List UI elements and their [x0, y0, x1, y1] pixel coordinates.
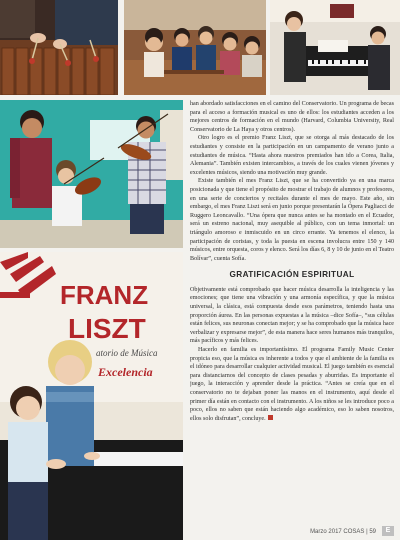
article-paragraph-last	[190, 346, 394, 423]
article-paragraph-text: Hacerlo en familia es importantísimo. El programa Family Music Center propicia eso, que la música es inherente a todos y que el ambiente de la familia es el idóneo para desarrollar cualquier actividad musical. El juego también es esencial para distanciarnos del concepto de clases pesadas y aburridas. Es importante el juego, la interacción y aprender desde la práctica. “Antes se creía que en el conservatorio no te dejaban poner las manos en el instrumento, aquí desde el primer día están en contacto con el instrumento. A los niños se les introduce poco a poco, ellos no saben que están haciendo algo académico, eso lo saben nosotros, ellos solo disfrutan”, concluye.	[190, 347, 394, 422]
article-paragraph: Objetivamente está comprobado que hacer música desarrolla la inteligencia y las emociones; que tiene una vibración y una armonía específica, y que la música universal, la clásica, está compuesta desde esos parámetros, teniendo hasta una proporción áurea. En las personas expuestas a la música –dice Sofía–, “sus células están felices, sus neuronas conectan mejor; y se ha comprobado que la música hace verbalizar y expresarse mejor”, de esta manera hace seres humanos más tranquilos, más pacíficos y más felices.	[190, 286, 394, 345]
sign-word-liszt: LISZT	[68, 313, 146, 344]
photo-children-group	[124, 0, 266, 95]
photo-violin-lesson	[0, 100, 183, 248]
photo-piano-lesson-sign	[0, 252, 183, 540]
page-folio: Marzo 2017 COSAS | 59	[310, 529, 376, 535]
article-body	[190, 100, 394, 532]
section-heading: GRATIFICACIÓN ESPIRITUAL	[229, 270, 355, 280]
end-of-article-mark	[268, 415, 273, 420]
article-paragraph: han abordado satisfacciones en el camino del Conservatorio. Un programa de becas para el acceso a formación musical es uno de ellos: los estudiantes acceden a los mejores centros de formación en el mundo (Harvard, Columbia University, Real Conservatorio de La Haya y otros centros).	[190, 101, 394, 133]
photo-singer-piano	[270, 0, 400, 95]
sign-excelencia: Excelencia	[98, 365, 153, 379]
sign-word-franz: FRANZ	[60, 280, 149, 310]
article-paragraph: Existe también el mes Franz Liszt, que se ha convertido ya en una marca posicionada y que tiene el propósito de mostrar el trabajo de alumnos y profesores, en una serie de conciertos y recitales durante el mes de mayo. Este año, sin embargo, el mes Franz Liszt será en junio porque presentarán la Ópera Pagliacci de Ruggero Leoncavallo. “Una ópera que nunca antes se ha montado en el Ecuador, será un estreno nacional, muy asequible al público, con un tema inmortal: un triángulo amoroso e inmiscuido en un circo errante. Ya tenemos el elenco, la participación de coristas, y toda la puesta en escena involucra entre 150 y 140 músicos, entre orquesta, coros y elenco. Será los días 6, 8 y 10 de junio en el Teatro Bolívar”, cuenta Sofía.	[190, 178, 394, 262]
folio-badge: E	[382, 526, 394, 536]
photo-marimba	[0, 0, 118, 95]
article-paragraph: Otro logro es el premio Franz Liszt, que se otorga al más destacado de los estudiantes y consiste en la participación en un campamento de verano junto a estudiantes de música. “Hasta ahora nuestros premiados han ido a Corea, Italia, Alemania”. También existen intercambios, a través de los cuales vienen jóvenes y excelentes músicos, siendo una motivación muy grande.	[190, 135, 394, 176]
sign-subtitle: atorio de Música	[96, 348, 158, 358]
